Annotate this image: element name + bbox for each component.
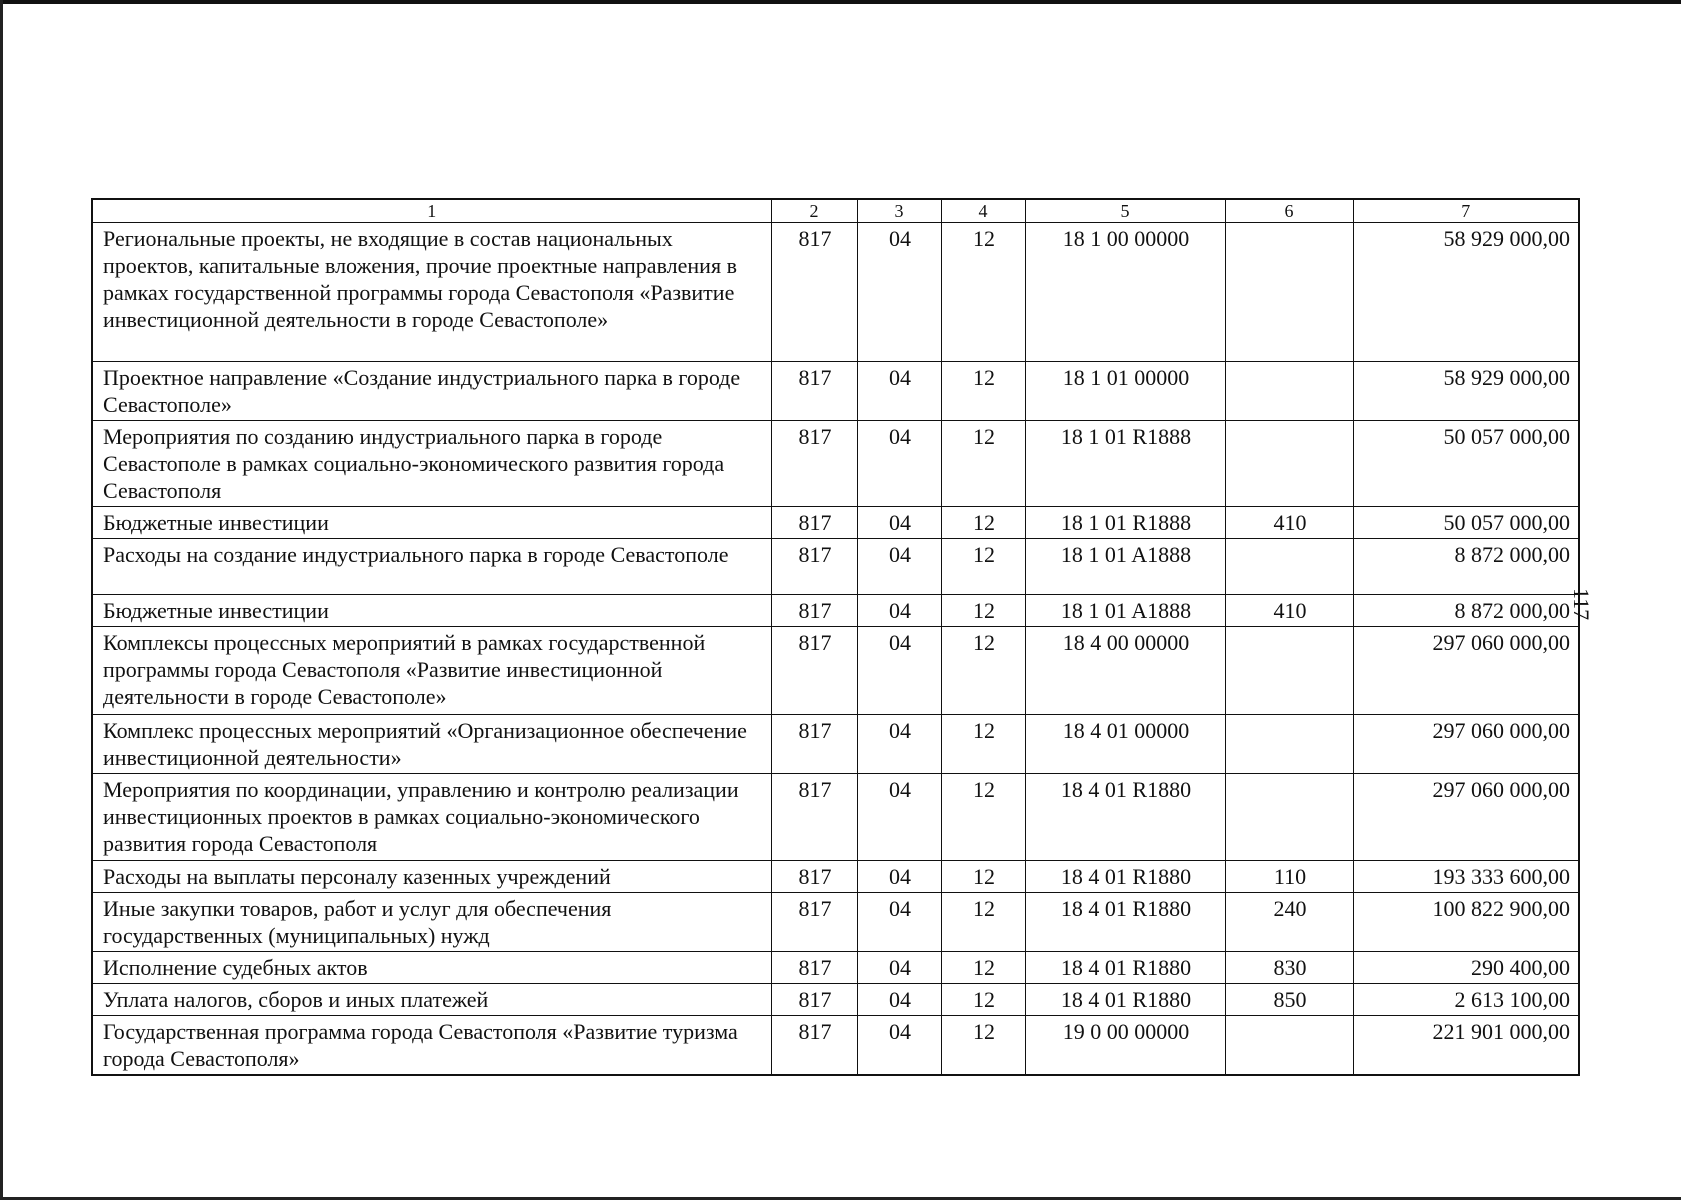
subsection-code: 12 <box>941 223 1025 362</box>
ministry-code: 817 <box>771 362 857 421</box>
column-number: 6 <box>1225 199 1353 223</box>
section-code: 04 <box>857 984 941 1016</box>
amount: 2 613 100,00 <box>1353 984 1579 1016</box>
expense-type-code <box>1225 774 1353 861</box>
table-row <box>92 421 1579 507</box>
ministry-code: 817 <box>771 539 857 595</box>
section-code: 04 <box>857 893 941 952</box>
target-article-code: 18 1 01 R1888 <box>1025 507 1225 539</box>
column-number: 5 <box>1025 199 1225 223</box>
table-row <box>92 893 1579 952</box>
section-code: 04 <box>857 715 941 774</box>
amount: 297 060 000,00 <box>1353 627 1579 715</box>
ministry-code: 817 <box>771 627 857 715</box>
expense-type-code <box>1225 539 1353 595</box>
subsection-code: 12 <box>941 595 1025 627</box>
table-row <box>92 1016 1579 1076</box>
table-row <box>92 952 1579 984</box>
scan-top-edge <box>0 0 1681 4</box>
subsection-code: 12 <box>941 507 1025 539</box>
ministry-code: 817 <box>771 893 857 952</box>
table-row <box>92 984 1579 1016</box>
subsection-code: 12 <box>941 984 1025 1016</box>
target-article-code: 18 1 01 00000 <box>1025 362 1225 421</box>
subsection-code: 12 <box>941 362 1025 421</box>
row-name: Уплата налогов, сборов и иных платежей <box>92 984 771 1016</box>
column-number: 3 <box>857 199 941 223</box>
target-article-code: 18 4 01 R1880 <box>1025 893 1225 952</box>
section-code: 04 <box>857 223 941 362</box>
ministry-code: 817 <box>771 952 857 984</box>
table-row <box>92 627 1579 715</box>
subsection-code: 12 <box>941 774 1025 861</box>
table-row <box>92 715 1579 774</box>
table-row <box>92 223 1579 362</box>
subsection-code: 12 <box>941 539 1025 595</box>
amount: 8 872 000,00 <box>1353 595 1579 627</box>
target-article-code: 19 0 00 00000 <box>1025 1016 1225 1076</box>
section-code: 04 <box>857 952 941 984</box>
expense-type-code: 830 <box>1225 952 1353 984</box>
subsection-code: 12 <box>941 627 1025 715</box>
ministry-code: 817 <box>771 223 857 362</box>
section-code: 04 <box>857 595 941 627</box>
ministry-code: 817 <box>771 774 857 861</box>
row-name: Государственная программа города Севастополя «Развитие туризма города Севастополя» <box>92 1016 771 1076</box>
expense-type-code: 410 <box>1225 595 1353 627</box>
row-name: Комплекс процессных мероприятий «Организационное обеспечение инвестиционной деятельности» <box>92 715 771 774</box>
target-article-code: 18 4 01 R1880 <box>1025 952 1225 984</box>
target-article-code: 18 4 01 R1880 <box>1025 861 1225 893</box>
row-name: Мероприятия по координации, управлению и контролю реализации инвестиционных проектов в рамках социально-экономического развития города Севастополя <box>92 774 771 861</box>
column-number: 2 <box>771 199 857 223</box>
table-row <box>92 861 1579 893</box>
subsection-code: 12 <box>941 1016 1025 1076</box>
row-name: Расходы на создание индустриального парка в городе Севастополе <box>92 539 771 595</box>
subsection-code: 12 <box>941 421 1025 507</box>
scan-left-edge <box>0 0 3 1200</box>
expense-type-code: 240 <box>1225 893 1353 952</box>
amount: 50 057 000,00 <box>1353 421 1579 507</box>
table-row <box>92 595 1579 627</box>
ministry-code: 817 <box>771 984 857 1016</box>
amount: 8 872 000,00 <box>1353 539 1579 595</box>
target-article-code: 18 4 01 R1880 <box>1025 984 1225 1016</box>
amount: 50 057 000,00 <box>1353 507 1579 539</box>
amount: 58 929 000,00 <box>1353 362 1579 421</box>
target-article-code: 18 4 00 00000 <box>1025 627 1225 715</box>
row-name: Региональные проекты, не входящие в состав национальных проектов, капитальные вложения, прочие проектные направления в рамках государственной программы города Севастополя «Развитие инвестиционной деятельности в городе Севастополе» <box>92 223 771 362</box>
row-name: Расходы на выплаты персоналу казенных учреждений <box>92 861 771 893</box>
target-article-code: 18 1 00 00000 <box>1025 223 1225 362</box>
expense-type-code <box>1225 362 1353 421</box>
ministry-code: 817 <box>771 715 857 774</box>
subsection-code: 12 <box>941 952 1025 984</box>
amount: 297 060 000,00 <box>1353 774 1579 861</box>
expense-type-code: 850 <box>1225 984 1353 1016</box>
row-name: Мероприятия по созданию индустриального парка в городе Севастополе в рамках социально-экономического развития города Севастополя <box>92 421 771 507</box>
column-number: 7 <box>1353 199 1579 223</box>
table-row <box>92 507 1579 539</box>
ministry-code: 817 <box>771 507 857 539</box>
expense-type-code <box>1225 627 1353 715</box>
amount: 297 060 000,00 <box>1353 715 1579 774</box>
budget-table <box>91 198 1580 1076</box>
subsection-code: 12 <box>941 893 1025 952</box>
section-code: 04 <box>857 507 941 539</box>
table-row <box>92 362 1579 421</box>
table-row <box>92 774 1579 861</box>
target-article-code: 18 1 01 R1888 <box>1025 421 1225 507</box>
ministry-code: 817 <box>771 595 857 627</box>
amount: 100 822 900,00 <box>1353 893 1579 952</box>
table-header-row <box>92 199 1579 223</box>
ministry-code: 817 <box>771 421 857 507</box>
expense-type-code <box>1225 715 1353 774</box>
row-name: Иные закупки товаров, работ и услуг для обеспечения государственных (муниципальных) нужд <box>92 893 771 952</box>
subsection-code: 12 <box>941 861 1025 893</box>
target-article-code: 18 4 01 00000 <box>1025 715 1225 774</box>
subsection-code: 12 <box>941 715 1025 774</box>
target-article-code: 18 4 01 R1880 <box>1025 774 1225 861</box>
section-code: 04 <box>857 1016 941 1076</box>
ministry-code: 817 <box>771 861 857 893</box>
section-code: 04 <box>857 627 941 715</box>
page-number: 117 <box>1569 588 1594 621</box>
expense-type-code <box>1225 1016 1353 1076</box>
section-code: 04 <box>857 421 941 507</box>
row-name: Исполнение судебных актов <box>92 952 771 984</box>
row-name: Бюджетные инвестиции <box>92 507 771 539</box>
row-name: Комплексы процессных мероприятий в рамках государственной программы города Севастополя «Развитие инвестиционной деятельности в городе Севастополе» <box>92 627 771 715</box>
target-article-code: 18 1 01 A1888 <box>1025 539 1225 595</box>
column-number: 4 <box>941 199 1025 223</box>
expense-type-code <box>1225 421 1353 507</box>
section-code: 04 <box>857 539 941 595</box>
target-article-code: 18 1 01 A1888 <box>1025 595 1225 627</box>
row-name: Бюджетные инвестиции <box>92 595 771 627</box>
section-code: 04 <box>857 861 941 893</box>
expense-type-code: 110 <box>1225 861 1353 893</box>
amount: 58 929 000,00 <box>1353 223 1579 362</box>
table-row <box>92 539 1579 595</box>
expense-type-code <box>1225 223 1353 362</box>
amount: 221 901 000,00 <box>1353 1016 1579 1076</box>
column-number: 1 <box>92 199 771 223</box>
expense-type-code: 410 <box>1225 507 1353 539</box>
section-code: 04 <box>857 362 941 421</box>
ministry-code: 817 <box>771 1016 857 1076</box>
row-name: Проектное направление «Создание индустриального парка в городе Севастополе» <box>92 362 771 421</box>
amount: 290 400,00 <box>1353 952 1579 984</box>
amount: 193 333 600,00 <box>1353 861 1579 893</box>
section-code: 04 <box>857 774 941 861</box>
